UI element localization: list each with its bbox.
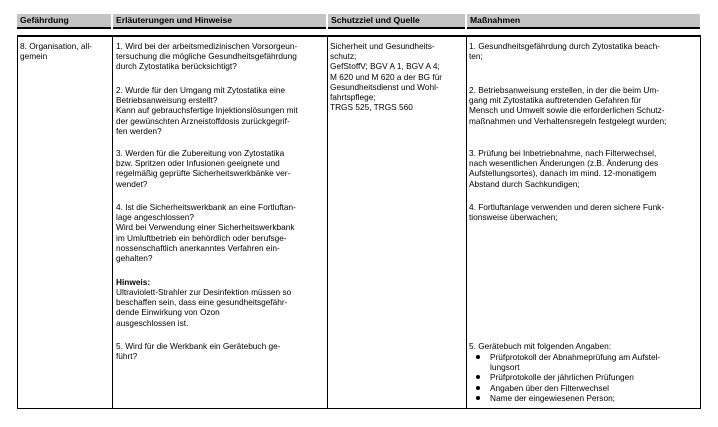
header-schutzziel: Schutzziel und Quelle bbox=[328, 14, 465, 29]
question-1: 1. Wird bei der arbeitsmedizinischen Vorsorgeun- tersuchung die mögliche Gesundheitsgefährdung durch Zytostatika berücksichtigt? bbox=[116, 41, 298, 72]
col-border-3 bbox=[466, 35, 467, 409]
col-border-left bbox=[17, 35, 18, 409]
list-item: Name der eingewiesenen Person; bbox=[469, 393, 660, 403]
col-border-2 bbox=[327, 35, 328, 409]
measure-2: 2. Betriebsanweisung erstellen, in der die beim Um- gang mit Zytostatika auftretenden Gefahren für Mensch und Umwelt sowie die erforderlichen Schutz- maßnahmen und Verhaltensregeln festgelegt wurden; bbox=[469, 85, 667, 126]
list-item: Prüfprotokolle der jährlichen Prüfungen bbox=[469, 372, 660, 382]
header-massnahmen: Maßnahmen bbox=[467, 14, 700, 29]
list-item: Prüfprotokoll der Abnahmeprüfung am Aufstel- lungsort bbox=[469, 352, 660, 372]
cell-schutzziel: Sicherheit und Gesundheits- schutz; GefStoffV; BGV A 1, BGV A 4; M 620 und M 620 a der BG für Gesundheitsdienst und Wohl- fahrtspflege; TRGS 525, TRGS 560 bbox=[330, 41, 443, 113]
question-4: 4. Ist die Sicherheitswerkbank an eine Fortluftan- lage angeschlossen? Wird bei Verwendung einer Sicherheitswerkbank im Umluftbetrieb ein behördlich oder berufsge- nossenschaftlich anerkanntes Verfahren ein- gehalten? bbox=[116, 202, 296, 264]
col-border-right bbox=[700, 35, 701, 409]
question-5: 5. Wird für die Werkbank ein Gerätebuch ge- führt? bbox=[116, 341, 281, 362]
measure-5-intro: 5. Gerätebuch mit folgenden Angaben: bbox=[469, 341, 612, 351]
question-3: 3. Werden für die Zubereitung von Zytostatika bzw. Spritzen oder Infusionen geeignete und regelmäßig geprüfte Sicherheitswerkbänke ver- wendet? bbox=[116, 148, 291, 189]
header-erlaeuterungen: Erläuterungen und Hinweise bbox=[113, 14, 326, 29]
measure-5-list bbox=[469, 352, 660, 403]
row-top-border bbox=[17, 35, 700, 37]
question-2: 2. Wurde für den Umgang mit Zytostatika eine Betriebsanweisung erstellt? Kann auf gebrauchsfertige Injektionslösungen mit der gewünschten Arzneistoffdosis zurückgegrif- fen werden? bbox=[116, 85, 298, 136]
list-item: Angaben über den Filterwechsel bbox=[469, 383, 660, 393]
col-border-1 bbox=[112, 35, 113, 409]
cell-gefaehrdung: 8. Organisation, all- gemein bbox=[20, 41, 92, 62]
hint-text: Ultraviolett-Strahler zur Desinfektion müssen so beschaffen sein, dass eine gesundheitsgefähr- dende Einwirkung von Ozon ausgeschlossen ist. bbox=[116, 287, 292, 328]
measure-1: 1. Gesundheitsgefährdung durch Zytostatika beach- ten; bbox=[469, 41, 660, 62]
measure-3: 3. Prüfung bei Inbetriebnahme, nach Filterwechsel, nach wesentlichen Änderungen (z.B. Änderung des Aufstellungsortes), danach im mind. 12-monatigem Abstand durch Sachkundigen; bbox=[469, 148, 659, 189]
row-bottom-border bbox=[17, 408, 700, 409]
measure-4: 4. Fortluftanlage verwenden und deren sichere Funk- tionsweise überwachen; bbox=[469, 202, 665, 223]
hint-label: Hinweis: bbox=[116, 277, 151, 287]
header-gefaehrdung: Gefährdung bbox=[17, 14, 111, 29]
